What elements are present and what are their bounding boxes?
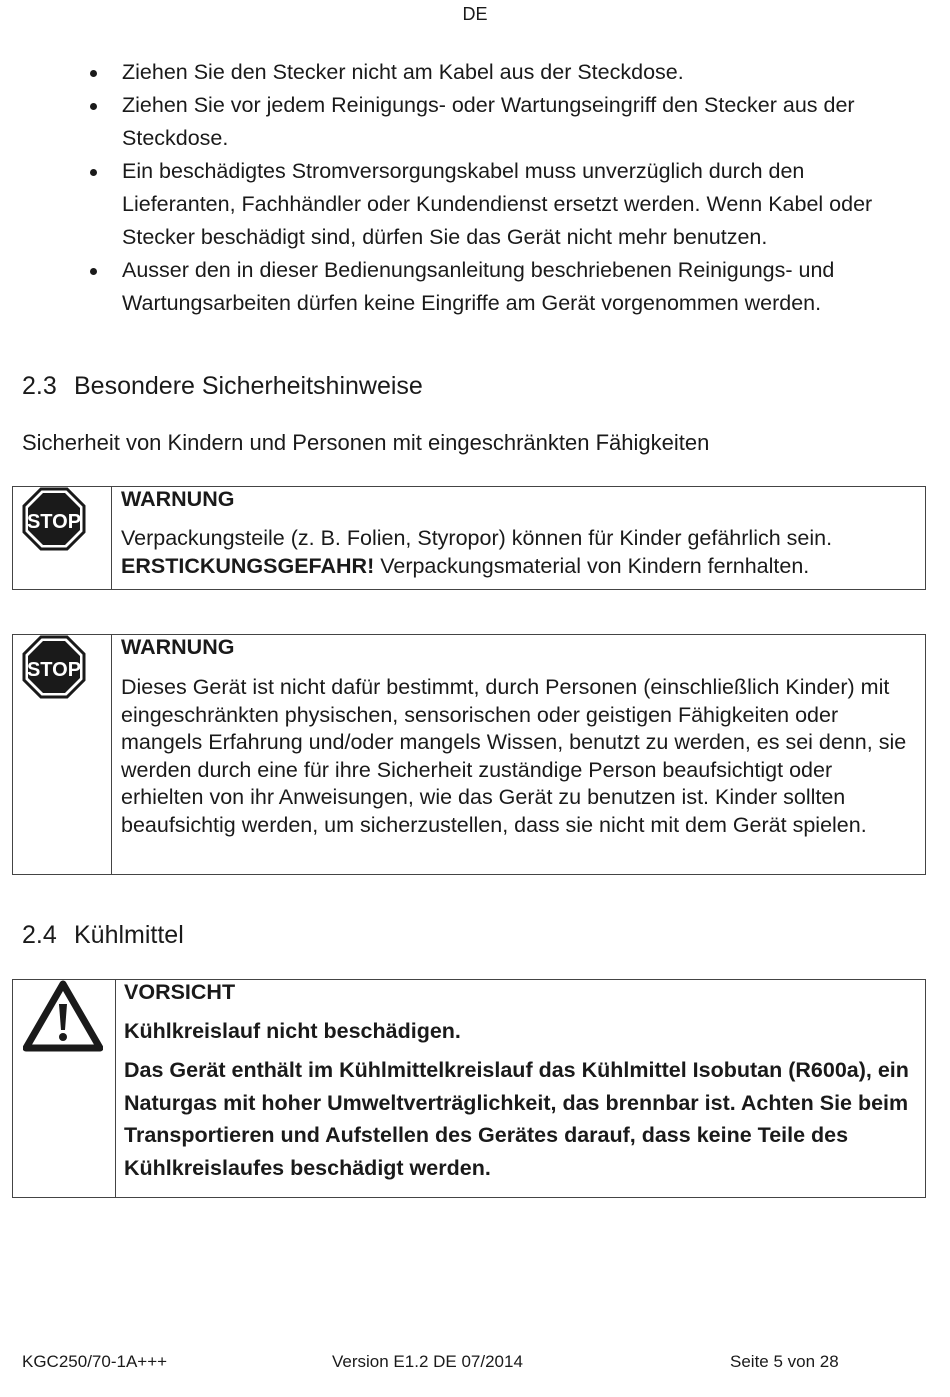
safety-bullet-list [88,56,908,320]
caution-title: VORSICHT [124,980,236,1004]
warning-text: Dieses Gerät ist nicht dafür bestimmt, durch Personen (einschließlich Kinder) mit eingeschränkten physischen, sensorischen oder geistigen Fähigkeiten oder mangels Erfahrung und/oder mangels Wissen, benutzt zu werden, es sei denn, sie werden durch eine für ihre Sicherheit zuständige Person beaufsichtigt oder erhielten von ihr Anweisungen, wie das Gerät zu benutzen ist. Kinder sollten beaufsichtig werden, um sicherzustellen, dass sie nicht mit dem Gerät spielen. [121,675,907,837]
caution-headline: Kühlkreislauf nicht beschädigen. [124,1019,461,1043]
list-item: Ziehen Sie vor jedem Reinigungs- oder Wartungseingriff den Stecker aus der Steckdose. [88,89,908,155]
caution-box-refrigerant [12,979,926,1198]
list-item: Ziehen Sie den Stecker nicht am Kabel aus der Steckdose. [88,56,908,89]
footer-page-number: Seite 5 von 28 [730,1352,839,1371]
warning-triangle-icon [23,980,103,1052]
warning-title: WARNUNG [121,635,235,659]
bullet-icon [90,268,97,275]
list-item: Ausser den in dieser Bedienungsanleitung beschriebenen Reinigungs- und Wartungsarbeiten dürfen keine Eingriffe am Gerät vorgenommen werden. [88,254,908,320]
bullet-icon [90,70,97,77]
footer-version: Version E1.2 DE 07/2014 [332,1352,523,1371]
svg-text:STOP: STOP [26,659,82,681]
stop-sign-icon [22,635,86,699]
section-heading-2-3: 2.3 Besondere Sicherheitshinweise [22,372,423,400]
list-item: Ein beschädigtes Stromversorgungskabel muss unverzüglich durch den Lieferanten, Fachhändler oder Kundendienst ersetzt werden. Wenn Kabel oder Stecker beschädigt sind, dürfen Sie das Gerät nicht mehr benutzen. [88,155,908,254]
svg-text:STOP: STOP [26,511,82,533]
warning-title: WARNUNG [121,487,235,511]
caution-text: Das Gerät enthält im Kühlmittelkreislauf das Kühlmittel Isobutan (R600a), ein Naturgas mit hoher Umweltverträglichkeit, das brennbar ist. Achten Sie beim Transportieren und Aufstellen des Gerätes darauf, dass keine Teile des Kühlkreislaufes beschädigt werden. [124,1058,909,1180]
warning-box-packaging [12,486,926,590]
warning-box-persons [12,634,926,875]
bullet-icon [90,169,97,176]
stop-sign-icon [22,487,86,551]
warning-text: Verpackungsteile (z. B. Folien, Styropor) können für Kinder gefährlich sein. ERSTICKUNGSGEFAHR! Verpackungsmaterial von Kindern fernhalten. [121,526,833,578]
section-heading-2-4: 2.4 Kühlmittel [22,921,184,949]
section-subheading: Sicherheit von Kindern und Personen mit eingeschränkten Fähigkeiten [22,430,710,455]
bullet-icon [90,103,97,110]
page-language-header: DE [462,4,488,24]
footer-model: KGC250/70-1A+++ [22,1352,168,1371]
